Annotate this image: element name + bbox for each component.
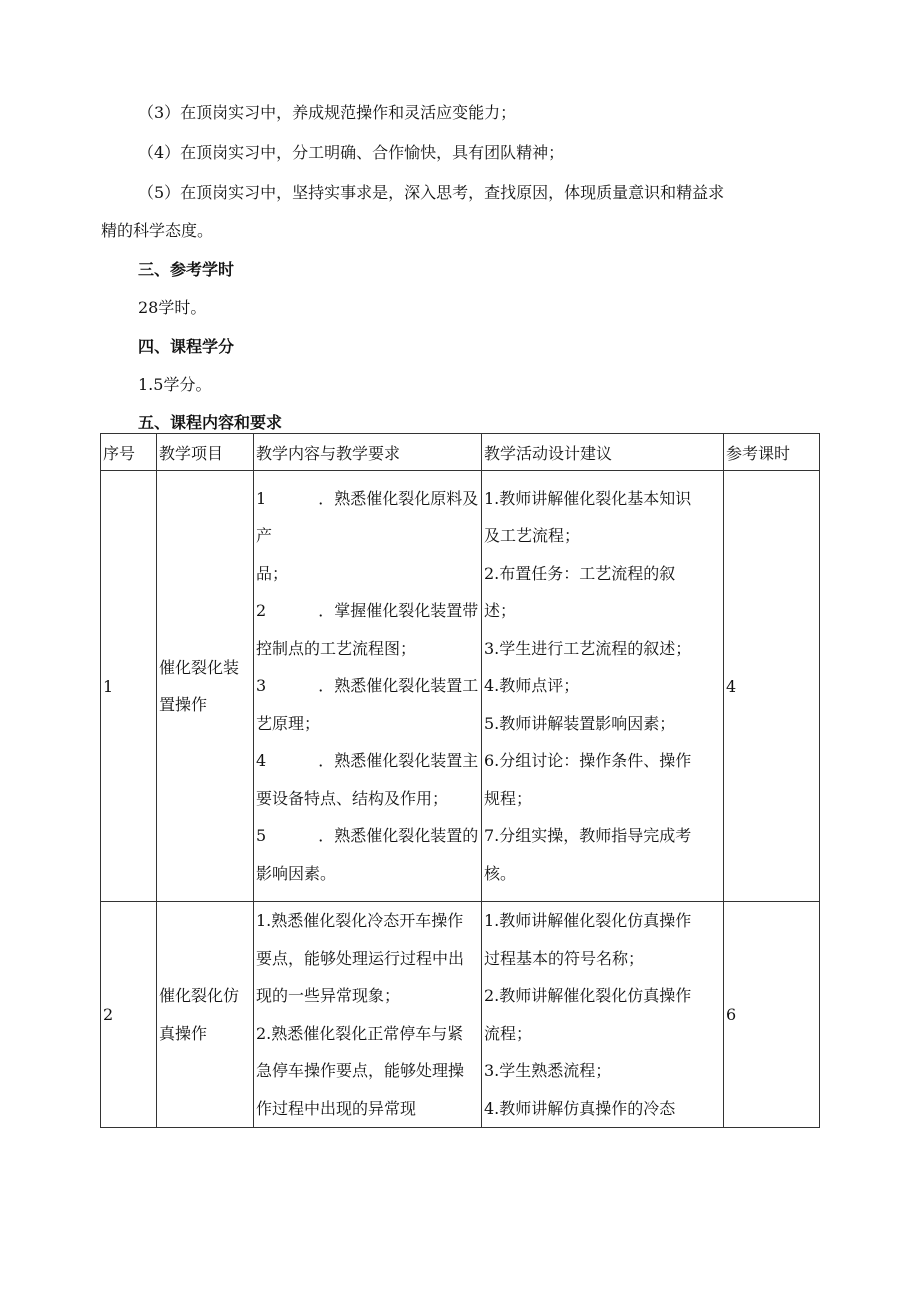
project-line: 催化裂化仿	[159, 986, 240, 1005]
activity-line: 2.布置任务：工艺流程的叙	[484, 563, 676, 583]
paragraph-item-5-line-1: （5）在顶岗实习中，坚持实事求是，深入思考，查找原因，体现质量意识和精益求	[138, 183, 725, 202]
row-hours: 6	[724, 902, 820, 1128]
header-hours: 参考课时	[724, 434, 820, 471]
row-hours: 4	[724, 471, 820, 902]
activity-line: 核。	[484, 863, 517, 883]
requirement-number: 2	[256, 601, 267, 621]
requirement-line	[256, 817, 479, 855]
activity-line: 及工艺流程；	[484, 526, 581, 546]
requirement-text: ．熟悉催化裂化原料及	[318, 488, 479, 508]
activity-line: 3.学生进行工艺流程的叙述；	[484, 638, 692, 658]
requirement-line: 要点，能够处理运行过程中出	[256, 948, 465, 968]
requirement-line	[256, 667, 479, 705]
requirement-text: ．掌握催化裂化装置带	[318, 601, 479, 621]
requirement-line: 控制点的工艺流程图；	[256, 638, 417, 658]
header-project: 教学项目	[157, 434, 254, 471]
activity-line: 7.分组实操，教师指导完成考	[484, 826, 692, 846]
activity-line: 过程基本的符号名称；	[484, 948, 645, 968]
table-header-row	[101, 434, 820, 471]
row-requirements	[254, 471, 482, 902]
requirement-line	[256, 592, 479, 630]
activity-line: 4.教师讲解仿真操作的冷态	[484, 1098, 676, 1118]
requirement-number: 1	[256, 488, 267, 508]
section-hours-heading: 三、参考学时	[138, 260, 235, 279]
section-credits-heading: 四、课程学分	[138, 337, 235, 356]
header-activities: 教学活动设计建议	[482, 434, 724, 471]
course-content-table	[100, 433, 820, 1128]
requirement-line: 2.熟悉催化裂化正常停车与紧	[256, 1023, 464, 1043]
requirement-line	[256, 480, 479, 518]
activity-line: 1.教师讲解催化裂化仿真操作	[484, 911, 692, 930]
activity-line: 述；	[484, 601, 517, 621]
row-project	[157, 902, 254, 1128]
paragraph-item-3: （3）在顶岗实习中，养成规范操作和灵活应变能力；	[138, 103, 517, 122]
section-credits-value: 1.5学分。	[138, 375, 212, 394]
project-line: 置操作	[159, 695, 208, 714]
project-line: 催化裂化装	[159, 657, 240, 677]
requirement-text: ．熟悉催化裂化装置主	[318, 751, 479, 771]
activity-line: 6.分组讨论：操作条件、操作	[484, 751, 692, 771]
row-activities	[482, 902, 724, 1128]
table-row	[101, 471, 820, 902]
requirement-line: 影响因素。	[256, 863, 337, 883]
paragraph-item-4: （4）在顶岗实习中，分工明确、合作愉快，具有团队精神；	[138, 143, 565, 162]
requirement-line: 1.熟悉催化裂化冷态开车操作	[256, 911, 464, 930]
activity-line: 5.教师讲解装置影响因素；	[484, 713, 676, 733]
activity-line: 3.学生熟悉流程；	[484, 1061, 612, 1080]
section-hours-value: 28学时。	[138, 298, 207, 317]
activity-line: 规程；	[484, 788, 533, 808]
requirement-number: 3	[256, 676, 267, 696]
header-no: 序号	[101, 434, 157, 471]
row-requirements	[254, 902, 482, 1128]
requirement-line: 产	[256, 526, 273, 546]
activity-line: 1.教师讲解催化裂化基本知识	[484, 488, 692, 508]
requirement-line: 作过程中出现的异常现	[256, 1098, 417, 1118]
row-no: 1	[101, 471, 157, 902]
row-no: 2	[101, 902, 157, 1128]
activity-line: 流程；	[484, 1023, 533, 1043]
requirement-text: ．熟悉催化裂化装置的	[318, 826, 479, 846]
section-content-heading: 五、课程内容和要求	[138, 413, 283, 432]
requirement-line	[256, 742, 479, 780]
table-row	[101, 902, 820, 1128]
requirement-number: 5	[256, 826, 267, 846]
requirement-line: 艺原理；	[256, 713, 321, 733]
row-activities	[482, 471, 724, 902]
requirement-line: 急停车操作要点，能够处理操	[256, 1061, 465, 1080]
activity-line: 4.教师点评；	[484, 676, 580, 696]
requirement-line: 品；	[256, 563, 289, 583]
requirement-line: 要设备特点、结构及作用；	[256, 788, 449, 808]
paragraph-item-5-line-2: 精的科学态度。	[101, 221, 214, 240]
row-project	[157, 471, 254, 902]
project-line: 真操作	[159, 1023, 208, 1043]
activity-line: 2.教师讲解催化裂化仿真操作	[484, 986, 692, 1005]
requirement-number: 4	[256, 751, 267, 771]
requirement-text: ．熟悉催化裂化装置工	[318, 676, 479, 696]
header-requirements: 教学内容与教学要求	[254, 434, 482, 471]
requirement-line: 现的一些异常现象；	[256, 986, 401, 1005]
